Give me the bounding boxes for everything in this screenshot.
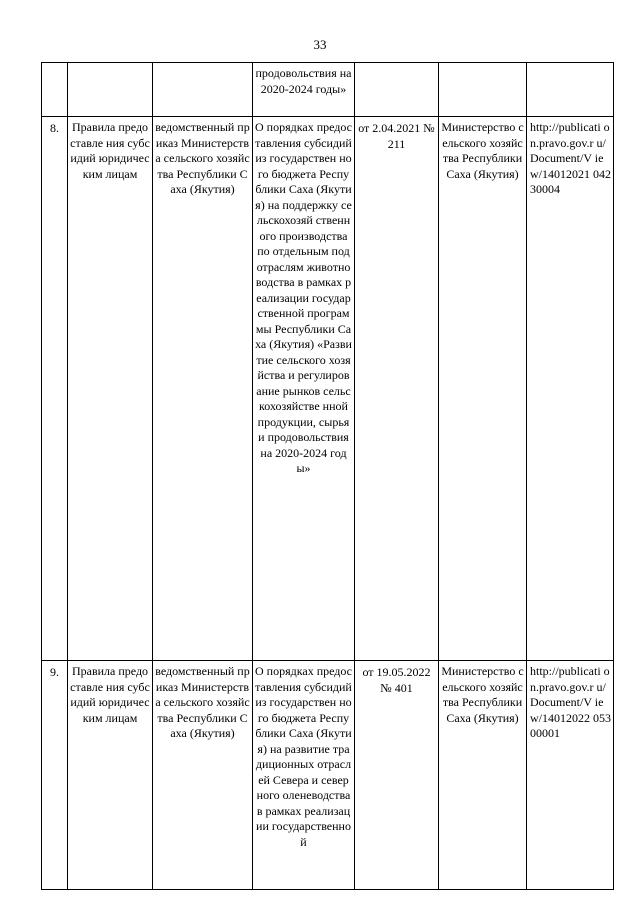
cell-url[interactable]: http://publicati on.pravo.gov.r u/Document/V iew/14012021 04230004 xyxy=(527,117,614,661)
table-row-continuation xyxy=(42,63,614,117)
cell-doc-type xyxy=(153,63,253,117)
cell-date: от 19.05.2022 № 401 xyxy=(355,661,439,890)
cell-authority: Министерство сельского хозяйства Республики Саха (Якутия) xyxy=(439,117,527,661)
cell-num: 9. xyxy=(42,661,68,890)
cell-authority: Министерство сельского хозяйства Республики Саха (Якутия) xyxy=(439,661,527,890)
cell-authority xyxy=(439,63,527,117)
document-table xyxy=(41,62,614,890)
cell-doc-type: ведомственный приказ Министерства сельского хозяйства Республики Саха (Якутия) xyxy=(153,117,253,661)
cell-date xyxy=(355,63,439,117)
table-row xyxy=(42,117,614,661)
cell-url xyxy=(527,63,614,117)
cell-doc-type: ведомственный приказ Министерства сельского хозяйства Республики Саха (Якутия) xyxy=(153,661,253,890)
table-row xyxy=(42,661,614,890)
cell-url[interactable]: http://publicati on.pravo.gov.r u/Document/V iew/14012022 05300001 xyxy=(527,661,614,890)
cell-name: Правила предоставле ния субсидий юридическим лицам xyxy=(68,661,153,890)
cell-num xyxy=(42,63,68,117)
cell-num: 8. xyxy=(42,117,68,661)
cell-title: О порядках предоставления субсидий из государствен ного бюджета Республики Саха (Якутия) на развитие традиционных отраслей Севера и северного оленеводства в рамках реализации государственной xyxy=(253,661,355,890)
cell-title: продовольствия на 2020-2024 годы» xyxy=(253,63,355,117)
page-number: 33 xyxy=(313,37,327,52)
cell-name: Правила предоставле ния субсидий юридическим лицам xyxy=(68,117,153,661)
cell-title: О порядках предоставления субсидий из государствен ного бюджета Республики Саха (Якутия) на поддержку сельскохозяй ственного производства по отдельным подотраслям животноводства в рамках реализации государственной программы Республики Саха (Якутия) «Развитие сельского хозяйства и регулирование рынков сельскохозяйстве нной продукции, сырья и продовольствия на 2020-2024 годы» xyxy=(253,117,355,661)
cell-date: от 2.04.2021 № 211 xyxy=(355,117,439,661)
cell-name xyxy=(68,63,153,117)
